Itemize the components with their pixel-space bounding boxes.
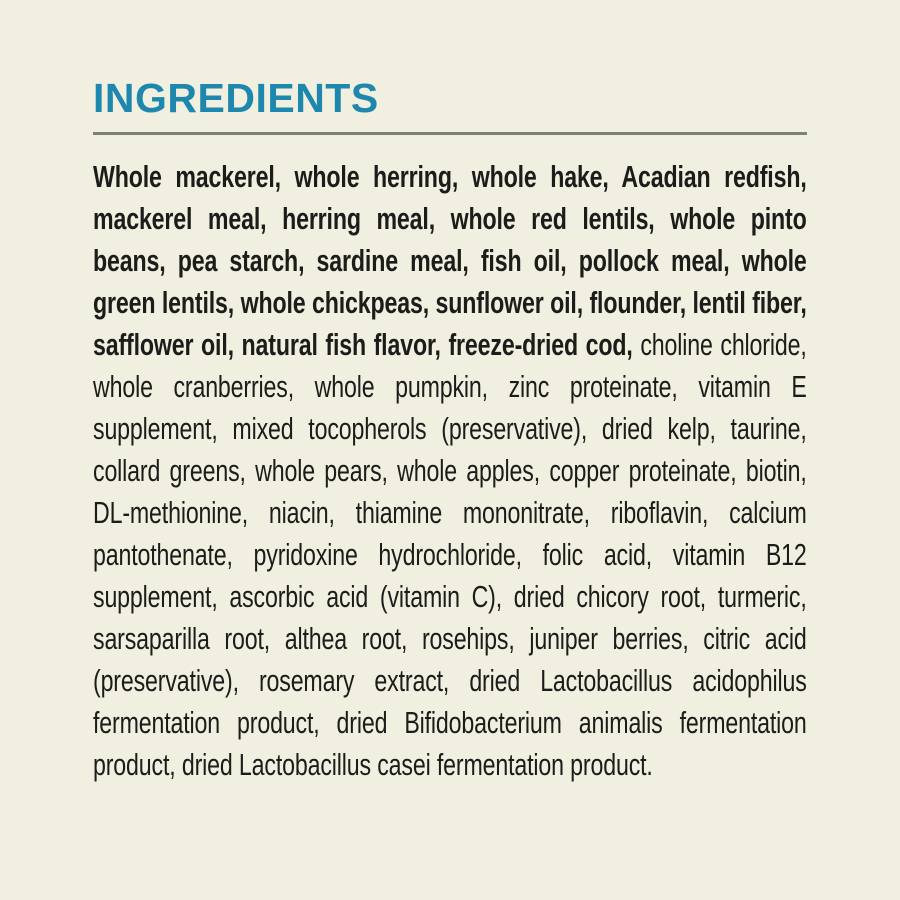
ingredients-secondary-regular: choline chloride, whole cranberries, whole pumpkin, zinc proteinate, vitamin E supplement, mixed tocopherols (preservative), dried kelp, taurine, collard greens, whole pears, whole apples, copper proteinate, biotin, DL-methionine, niacin, thiamine mononitrate, riboflavin, calcium pantothenate, pyridoxine hydrochloride, folic acid, vitamin B12 supplement, ascorbic acid (vitamin C), dried chicory root, turmeric, sarsaparilla root, althea root, rosehips, juniper berries, citric acid (preservative), rosemary extract, dried Lactobacillus acidophilus fermentation product, dried Bifidobacterium animalis fermentation product, dried Lactobacillus casei fermentation product. [93,328,807,782]
page-title: INGREDIENTS [93,75,379,121]
ingredients-text [93,156,807,786]
heading-divider [93,132,807,135]
label-content [93,75,807,817]
ingredients-primary-bold: Whole mackerel, whole herring, whole hake, Acadian redfish, mackerel meal, herring meal, whole red lentils, whole pinto beans, pea starch, sardine meal, fish oil, pollock meal, whole green lentils, whole chickpeas, sunflower oil, flounder, lentil fiber, safflower oil, natural fish flavor, freeze-dried cod, [93,160,807,362]
